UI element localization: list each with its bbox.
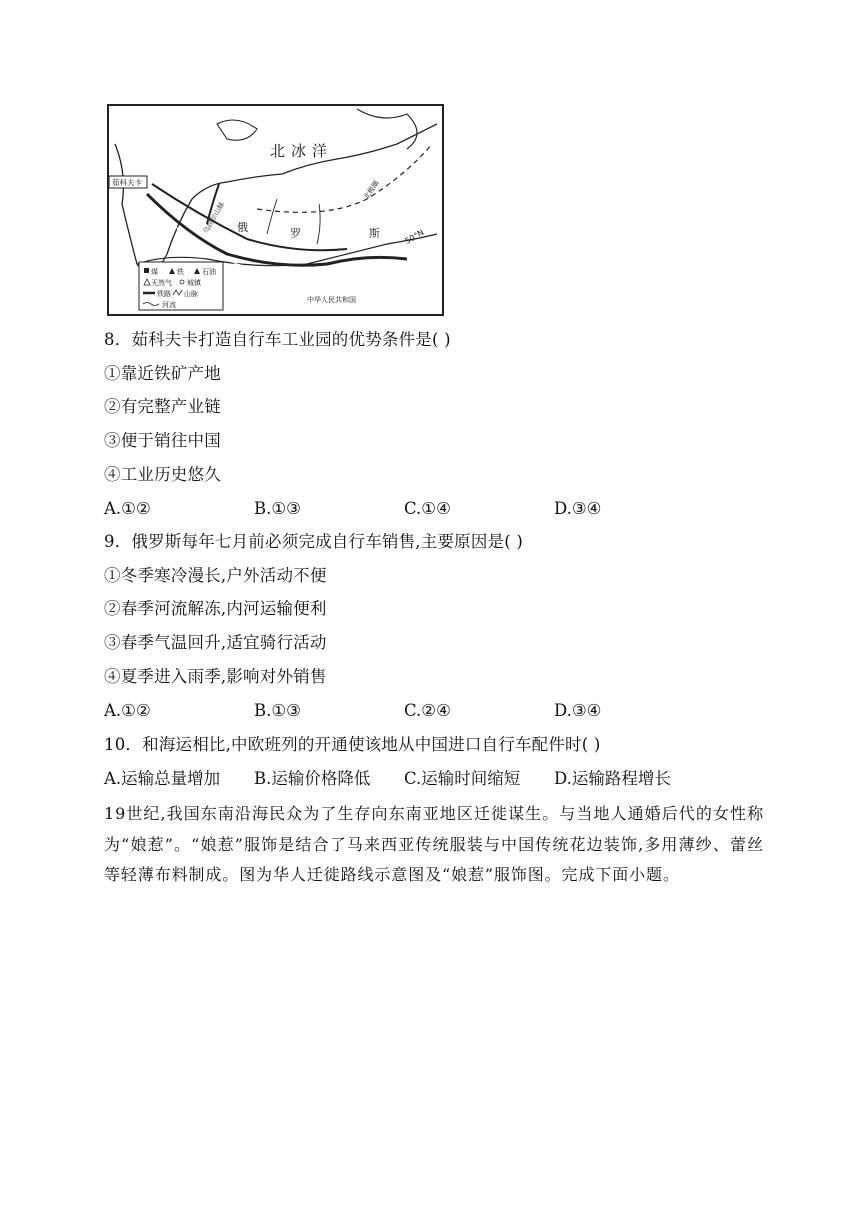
country-label-luo: 罗: [290, 227, 301, 240]
latitude-label: 50°N: [403, 227, 426, 246]
question-9-option-d[interactable]: D.③④: [554, 701, 602, 720]
question-8-item-1: ①靠近铁矿产地: [104, 364, 221, 383]
coal-legend-icon: [144, 268, 149, 273]
legend-mountain: 山脉: [184, 290, 198, 298]
question-10-stem: 10．和海运相比,中欧班列的开通使该地从中国进口自行车配件时( ): [104, 735, 601, 754]
question-10-option-a[interactable]: A.运输总量增加: [104, 769, 221, 788]
legend-gas: 天然气: [151, 279, 172, 287]
question-9-stem: 9．俄罗斯每年七月前必须完成自行车销售,主要原因是( ): [104, 532, 523, 551]
question-9-item-3: ③春季气温回升,适宜骑行活动: [104, 633, 327, 652]
question-9-item-1: ①冬季寒冷漫长,户外活动不便: [104, 566, 327, 585]
city-label: 茹科夫卡: [112, 178, 142, 187]
question-9-item-4: ④夏季进入雨季,影响对外销售: [104, 667, 327, 686]
ocean-label: 北冰洋: [270, 142, 334, 160]
legend-coal: 煤: [151, 268, 158, 276]
mountain-label: 乌拉尔山脉: [201, 200, 227, 235]
arctic-circle-label: 北极圈: [362, 179, 381, 202]
legend-iron: 铁: [177, 268, 184, 276]
question-10-option-b[interactable]: B.运输价格降低: [254, 769, 371, 788]
question-10-option-d[interactable]: D.运输路程增长: [554, 769, 671, 788]
question-9-option-c[interactable]: C.②④: [404, 701, 451, 720]
legend-city: 城镇: [187, 279, 201, 287]
question-9-option-b[interactable]: B.①③: [254, 701, 301, 720]
question-8-option-a[interactable]: A.①②: [104, 499, 151, 518]
question-8-option-b[interactable]: B.①③: [254, 499, 301, 518]
question-8-option-c[interactable]: C.①④: [404, 499, 451, 518]
question-9-option-a[interactable]: A.①②: [104, 701, 151, 720]
reading-passage: 19世纪,我国东南沿海民众为了生存向东南亚地区迁徙谋生。与当地人通婚后代的女性称为“娘惹”。“娘惹”服饰是结合了马来西亚传统服装与中国传统花边装饰,多用薄纱、蕾丝等轻薄布料制成。图为华人迁徙路线示意图及“娘惹”服饰图。完成下面小题。: [104, 804, 764, 884]
question-10-option-c[interactable]: C.运输时间缩短: [404, 769, 521, 788]
legend-river: 河流: [162, 301, 176, 309]
question-8-item-3: ③便于销往中国: [104, 431, 221, 450]
question-8-item-4: ④工业历史悠久: [104, 465, 221, 484]
country-label-si: 斯: [369, 227, 380, 240]
question-8-stem: 8．茹科夫卡打造自行车工业园的优势条件是( ): [104, 330, 451, 349]
legend-oil: 石油: [202, 268, 216, 276]
russia-map-figure: [107, 104, 444, 316]
question-9-item-2: ②春季河流解冻,内河运输便利: [104, 599, 327, 618]
china-label: 中华人民共和国: [307, 296, 356, 304]
legend-railway: 铁路: [157, 290, 171, 298]
question-8-option-d[interactable]: D.③④: [554, 499, 602, 518]
country-label-e: 俄: [237, 221, 248, 234]
question-8-item-2: ②有完整产业链: [104, 397, 221, 416]
map-svg: [107, 104, 444, 316]
